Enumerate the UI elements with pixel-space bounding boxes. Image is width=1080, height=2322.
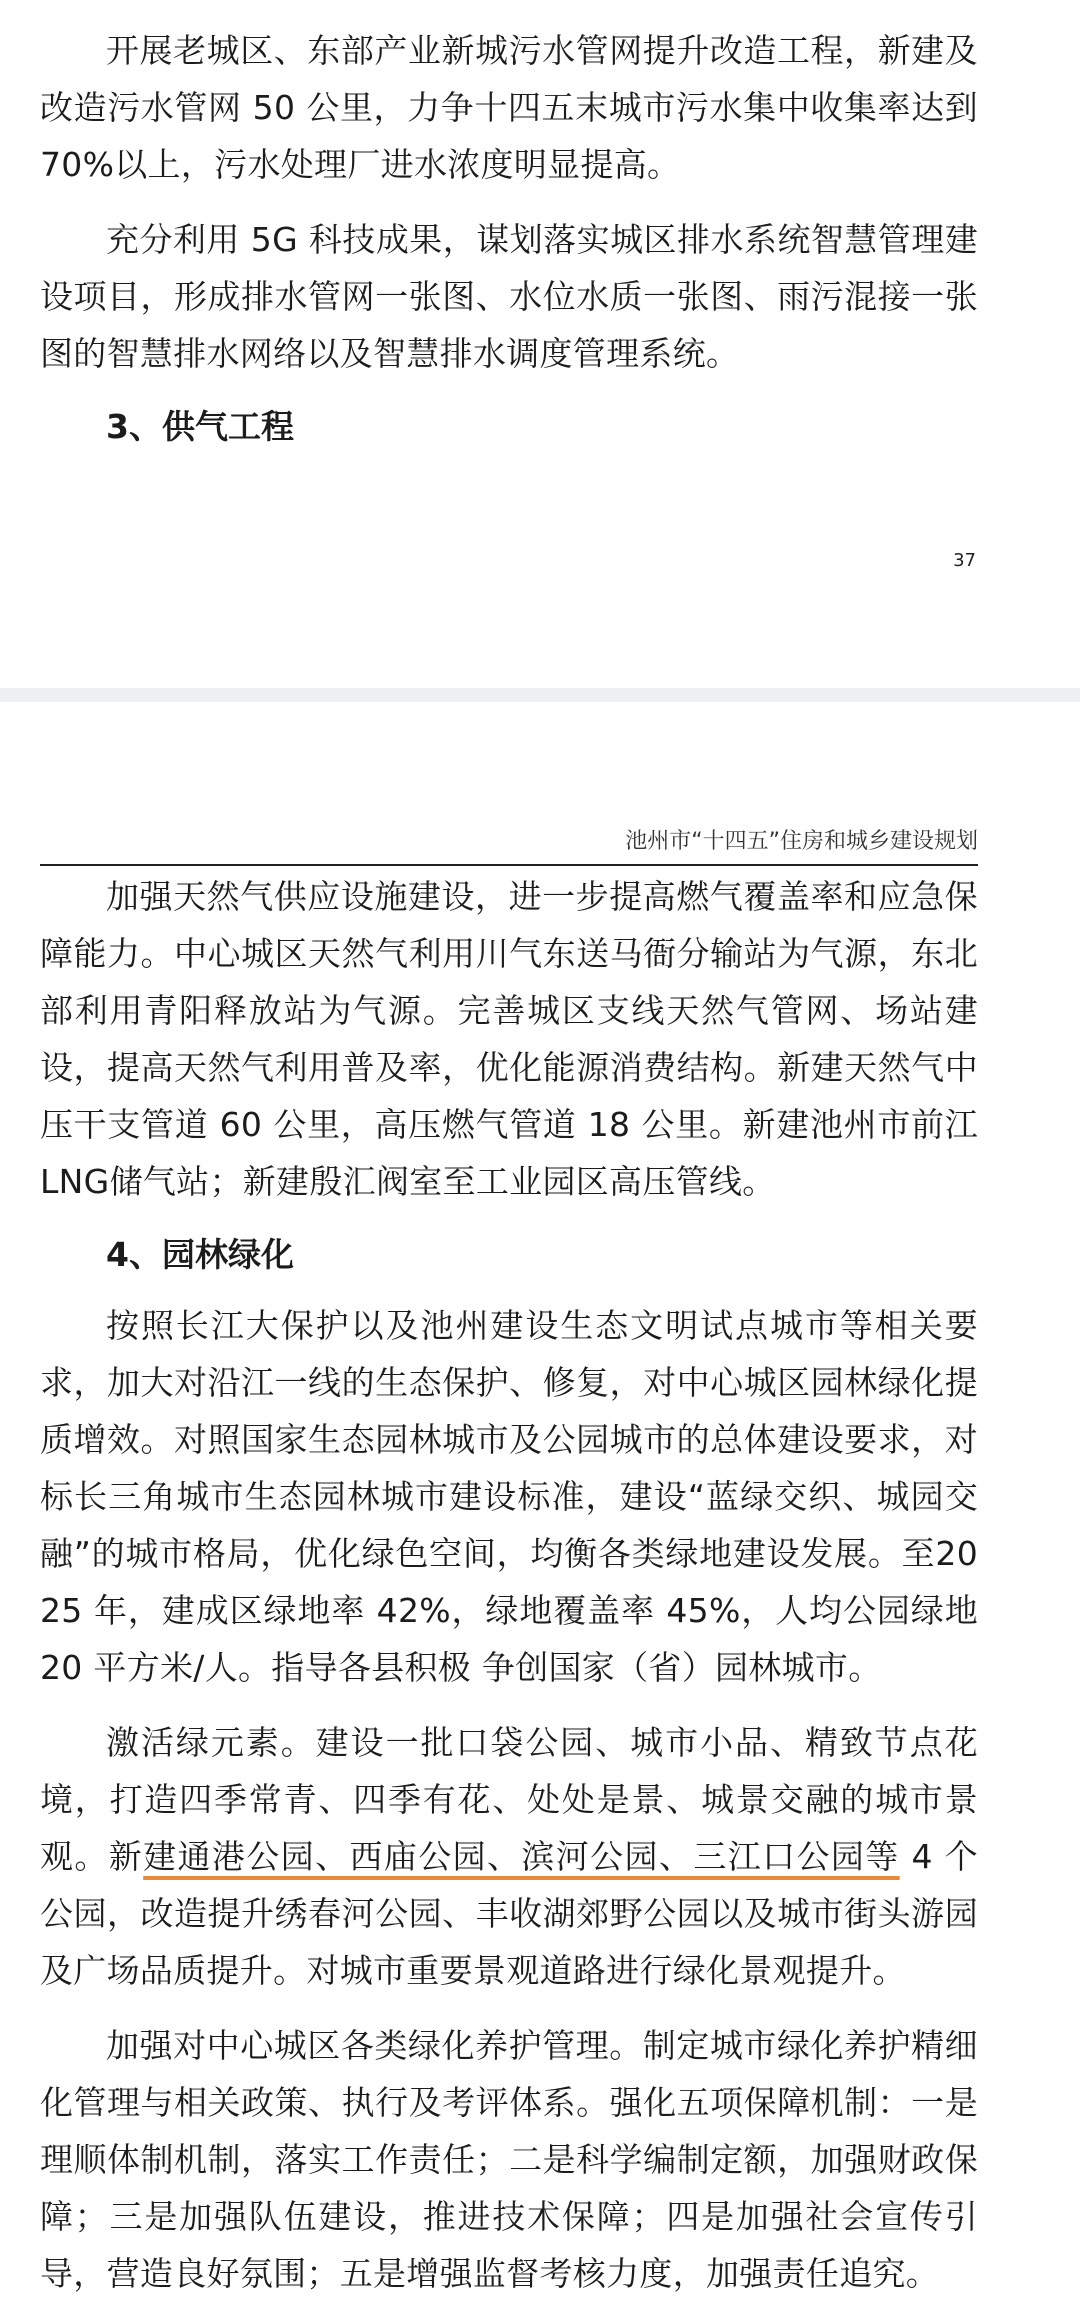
running-header (40, 824, 978, 866)
greening-paragraph-2 (40, 1714, 978, 1999)
page-number: 37 (953, 550, 976, 571)
page-37-content (40, 22, 978, 455)
greening-paragraph-1: 按照长江大保护以及池州建设生态文明试点城市等相关要求，加大对沿江一线的生态保护、修复，对中心城区园林绿化提质增效。对照国家生态园林城市及公园城市的总体建设要求，对标长三角城市生态园林城市建设标准，建设“蓝绿交织、城园交融”的城市格局，优化绿色空间，均衡各类绿地建设发展。至2025 年，建成区绿地率 42%，绿地覆盖率 45%，人均公园绿地 20 平方米/人。指导各县积极 争创国家（省）园林城市。 (40, 1306, 978, 1687)
running-header-title: 池州市“十四五”住房和城乡建设规划 (625, 829, 978, 854)
greening-paragraph-2-start: 激活绿元素。建设一批口袋公园、城市小品、精致节点花境，打造四季常青、四季有花、处处是景、城景交融的城市景观。新 (40, 1723, 978, 1876)
gas-supply-paragraph: 加强天然气供应设施建设，进一步提高燃气覆盖率和应急保障能力。中心城区天然气利用川气东送马衙分输站为气源，东北部利用青阳释放站为气源。完善城区支线天然气管网、场站建设，提高天然气利用普及率，优化能源消费结构。新建天然气中压干支管道 60 公里，高压燃气管道 18 公里。新建池州市前江 LNG储气站；新建殷汇阀室至工业园区高压管线。 (40, 877, 978, 1201)
greening-paragraph-2-end: 4 个公园，改造提升绣春河公园、丰收湖郊野公园以及城市街头游园及广场品质提升。对城市重要景观道路进行绿化景观提升。 (40, 1837, 978, 1990)
highlighted-parks-text: 建通港公园、西庙公园、滨河公园、三江口公园等 (143, 1837, 900, 1876)
page-separator (0, 688, 1080, 702)
greening-paragraph-3: 加强对中心城区各类绿化养护管理。制定城市绿化养护精细化管理与相关政策、执行及考评体系。强化五项保障机制：一是理顺体制机制，落实工作责任；二是科学编制定额，加强财政保障；三是加强队伍建设，推进技术保障；四是加强社会宣传引导，营造良好氛围；五是增强监督考核力度，加强责任追究。 (40, 2026, 978, 2293)
section-heading-gas: 3、供气工程 (106, 407, 294, 446)
page-38 (0, 702, 1080, 2322)
smart-drainage-paragraph: 充分利用 5G 科技成果，谋划落实城区排水系统智慧管理建设项目，形成排水管网一张图、水位水质一张图、雨污混接一张图的智慧排水网络以及智慧排水调度管理系统。 (40, 220, 978, 373)
page-38-content (40, 868, 978, 2302)
section-heading-greening: 4、园林绿化 (106, 1235, 294, 1274)
sewer-paragraph: 开展老城区、东部产业新城污水管网提升改造工程，新建及改造污水管网 50 公里，力争十四五末城市污水集中收集率达到70%以上，污水处理厂进水浓度明显提高。 (40, 31, 978, 184)
page-37 (0, 0, 1080, 688)
